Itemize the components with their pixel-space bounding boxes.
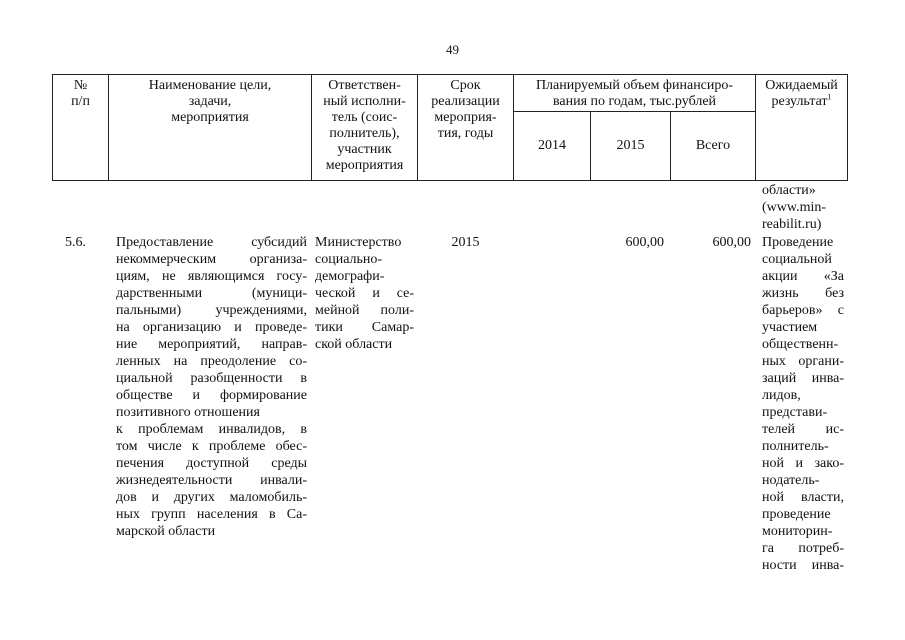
row-result-line: лидов,: [762, 388, 801, 403]
header-fin-subline: [513, 111, 755, 112]
row-responsible-line: ской области: [315, 337, 393, 352]
row-result-line: барьеров» с: [762, 303, 844, 318]
row-name-line: циям, не являющимся госу-: [116, 269, 307, 284]
row-result-line: социальной: [762, 252, 832, 267]
row-result-line: ных органи-: [762, 354, 844, 369]
carryover-result: [762, 182, 852, 233]
carryover-line: области»: [762, 183, 816, 198]
row-responsible-line: демографи-: [315, 269, 385, 284]
header-col-responsible: Ответствен- ный исполни- тель (соис- полнитель), участник мероприятия: [323, 78, 406, 173]
header-col-term: Срок реализации мероприя- тия, годы: [431, 78, 500, 141]
row-result-line: га потреб-: [762, 541, 844, 556]
row-result-line: участием: [762, 320, 818, 335]
header-bottom-border: [52, 180, 848, 181]
row-name-line: ных групп населения в Са-: [116, 507, 307, 522]
row-name-line: ние мероприятий, направ-: [116, 337, 307, 352]
header-vline-8: [847, 74, 848, 181]
row-responsible-line: мейной поли-: [315, 303, 414, 318]
row-name-line: дарственными (муници-: [116, 286, 307, 301]
header-col-2014: 2014: [538, 138, 566, 153]
row-name-line: марской области: [116, 524, 216, 539]
header-col-name: Наименование цели, задачи, мероприятия: [148, 78, 272, 125]
row-name-line: печения доступной среды: [116, 456, 307, 471]
row-responsible-line: ческой и се-: [315, 286, 414, 301]
row-result-line: мониторин-: [762, 524, 833, 539]
row-name-line: Предоставление субсидий: [116, 235, 307, 250]
row-name-line: том числе к проблеме обес-: [116, 439, 307, 454]
row-name-line: дов и других маломобиль-: [116, 490, 307, 505]
row-result-line: заций инва-: [762, 371, 844, 386]
row-responsible-line: Министерство: [315, 235, 402, 250]
row-name-line: ленных на преодоление со-: [116, 354, 307, 369]
row-result-line: представи-: [762, 405, 828, 420]
row-result-line: жизнь без: [762, 286, 844, 301]
carryover-line: (www.min-: [762, 200, 827, 215]
header-col-result-footnote: 1: [827, 92, 832, 102]
row-name-line: жизнедеятельности инвали-: [116, 473, 307, 488]
row-result-line: телей ис-: [762, 422, 844, 437]
row-responsible-line: тики Самар-: [315, 320, 414, 335]
row-result: [762, 234, 844, 574]
row-number: 5.6.: [65, 235, 86, 250]
row-result-line: общественн-: [762, 337, 839, 352]
row-result-line: ной и зако-: [762, 456, 844, 471]
row-name: [116, 234, 307, 540]
row-result-line: ной власти,: [762, 490, 844, 505]
row-result-line: ности инва-: [762, 558, 844, 573]
header-col-financing: Планируемый объем финансиро- вания по годам, тыс.рублей: [535, 78, 734, 109]
row-responsible-line: социально-: [315, 252, 383, 267]
row-term: 2015: [451, 235, 480, 250]
header-col-2015: 2015: [616, 138, 645, 153]
row-name-line: циальной разобщенности в: [116, 371, 307, 386]
row-name-line: некоммерческим организа-: [116, 252, 307, 267]
row-result-line: проведение: [762, 507, 831, 522]
header-top-border: [52, 74, 848, 75]
row-name-line: пальными) учреждениями,: [116, 303, 307, 318]
page-number: 49: [446, 42, 459, 57]
header-col-num: № п/п: [71, 78, 90, 109]
header-col-result-text: Ожидаемый результат: [765, 78, 838, 109]
row-result-line: полнитель-: [762, 439, 829, 454]
row-name-line: позитивного отношения: [116, 405, 260, 420]
header-col-result: [756, 78, 847, 110]
row-result-line: Проведение: [762, 235, 834, 250]
row-name-line: на организацию и проведе-: [116, 320, 307, 335]
row-name-line: к проблемам инвалидов, в: [116, 422, 307, 437]
row-responsible: [315, 234, 414, 353]
row-name-line: обществе и формирование: [116, 388, 307, 403]
carryover-line: reabilit.ru): [762, 217, 822, 232]
header-col-total: Всего: [695, 138, 731, 153]
row-value-total: 600,00: [712, 235, 751, 250]
row-value-2015: 600,00: [625, 235, 664, 250]
row-result-line: нодатель-: [762, 473, 820, 488]
row-result-line: акции «За: [762, 269, 844, 284]
